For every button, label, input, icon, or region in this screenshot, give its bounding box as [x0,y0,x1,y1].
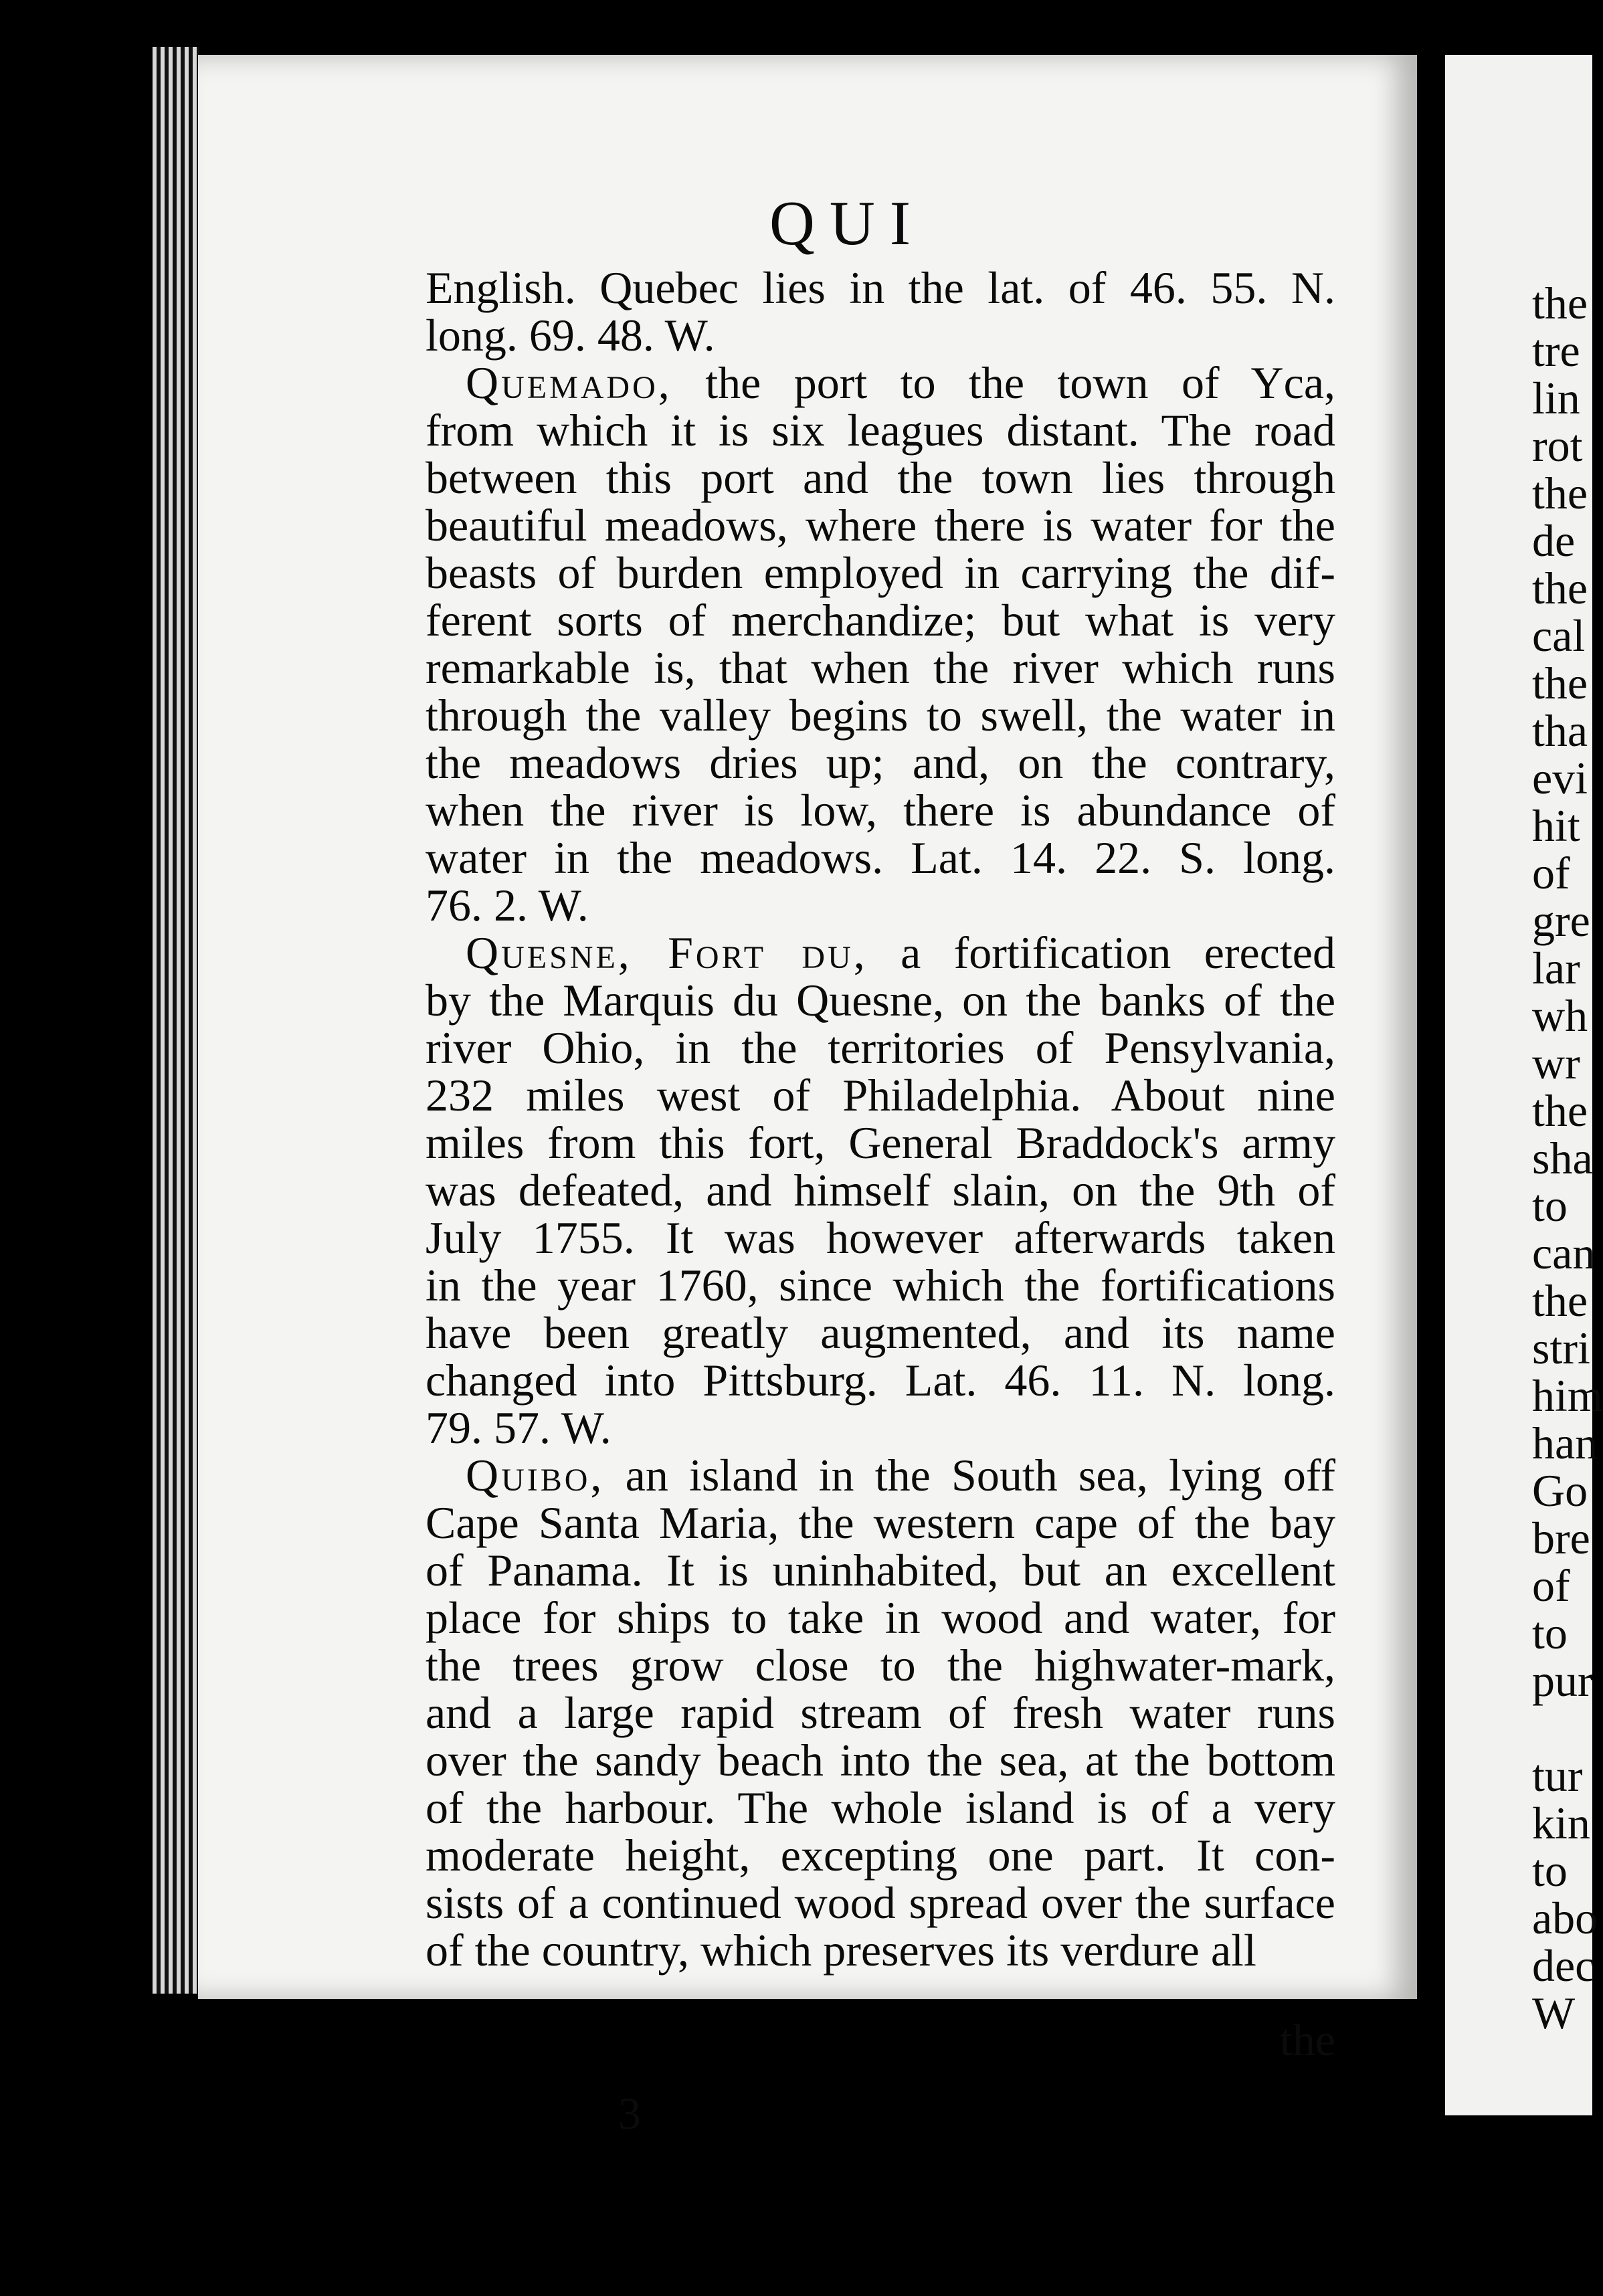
text-line [426,644,1335,692]
text-run: have been greatly augmented, and its name [426,1307,1335,1358]
right-page-fragment: the [1532,1275,1588,1326]
right-page-fragment: the [1532,658,1588,708]
right-page-fragment: tur [1532,1750,1583,1801]
text-line [426,502,1335,549]
text-line [426,1214,1335,1262]
text-line [426,1452,1335,1499]
text-line [426,264,1335,312]
text-line [426,977,1335,1024]
text-run: 232 miles west of Philadelphia. About nine [426,1070,1335,1121]
text-line [426,1309,1335,1357]
text-run: in the year 1760, since which the fortifications [426,1260,1335,1311]
text-line [426,1262,1335,1309]
text-run: the meadows dries up; and, on the contrary, [426,737,1335,788]
right-page-fragment: rot [1532,420,1583,471]
text-run: 79. 57. W. [426,1402,611,1453]
text-run: beasts of burden employed in carrying the dif- [426,547,1335,598]
right-page-fragment: gre [1532,895,1590,946]
text-line [426,407,1335,454]
text-line [426,597,1335,644]
text-run: over the sandy beach into the sea, at the bottom [426,1735,1335,1786]
text-line [426,1879,1335,1927]
text-run: 76. 2. W. [426,880,589,931]
text-line [426,1737,1335,1784]
text-run: of Panama. It is uninhabited, but an excellent [426,1545,1335,1596]
text-run: when the river is low, there is abundance of [426,785,1335,836]
entry-headword: Quibo, [466,1450,605,1501]
right-page-fragment: tha [1532,705,1588,756]
text-line [426,739,1335,787]
text-run: Cape Santa Maria, the western cape of the bay [426,1497,1335,1548]
text-line [426,1689,1335,1737]
text-run: and a large rapid stream of fresh water runs [426,1687,1335,1738]
right-page-fragment: to [1532,1608,1568,1658]
text-line [426,1499,1335,1547]
right-page-fragment: hit [1532,800,1580,851]
right-page-fragment: Go [1532,1465,1588,1516]
text-line [426,454,1335,502]
right-page-fragment: wr [1532,1038,1580,1088]
right-page-fragment: lar [1532,943,1580,993]
text-run: sists of a continued wood spread over the surface [426,1877,1335,1928]
text-line [426,1642,1335,1689]
right-page-fragment: of [1532,1560,1570,1611]
text-run: remarkable is, that when the river which runs [426,642,1335,693]
right-page-fragment: sha [1532,1133,1593,1183]
right-page-fragment: abo [1532,1893,1598,1943]
text-run: the port to the town of Yca, [672,357,1335,408]
right-page-text-fragments [1532,278,1603,2038]
text-run: July 1755. It was however afterwards taken [426,1212,1335,1263]
right-page-fragment: the [1532,563,1588,613]
text-run: ferent sorts of merchandize; but what is very [426,595,1335,646]
text-line [426,1119,1335,1167]
right-page-fragment: W [1532,1988,1576,2038]
text-run: an island in the South sea, lying off [604,1450,1335,1501]
text-run: place for ships to take in wood and water, for [426,1592,1335,1643]
catchword: the [1279,2014,1335,2065]
right-page-fragment: the [1532,278,1588,328]
entry-headword: Quesne, Fort du, [466,927,868,978]
right-page-fragment: han [1532,1418,1598,1468]
text-run: of the harbour. The whole island is of a very [426,1782,1335,1833]
text-run: a fortification erected [867,927,1335,978]
text-run: English. Quebec lies in the lat. of 46. 55. N. [426,262,1335,313]
text-run: long. 69. 48. W. [426,310,715,361]
right-page-fragment: to [1532,1180,1568,1231]
right-page-fragment: wh [1532,990,1588,1041]
text-run: the trees grow close to the highwater-mark, [426,1640,1335,1691]
text-line [426,929,1335,977]
running-head: QUI [769,189,926,258]
text-line [426,1927,1335,1974]
right-page-fragment: dec [1532,1940,1596,1991]
page-body-text [426,264,1335,1974]
text-line [426,1357,1335,1404]
text-run: miles from this fort, General Braddock's army [426,1117,1335,1168]
text-run: moderate height, excepting one part. It con- [426,1830,1335,1881]
text-line [426,1594,1335,1642]
right-page-fragment: the [1532,1085,1588,1136]
text-run: from which it is six leagues distant. The road [426,405,1335,456]
text-line [426,834,1335,882]
text-line [426,359,1335,407]
text-run: was defeated, and himself slain, on the 9th of [426,1165,1335,1216]
right-page-fragment: stri [1532,1323,1590,1373]
text-line [426,1832,1335,1879]
text-run: between this port and the town lies through [426,452,1335,503]
right-page-fragment [1532,1705,1592,1752]
right-page-fragment: bre [1532,1513,1590,1563]
entry-headword: Quemado, [466,357,672,408]
text-line [426,1167,1335,1214]
text-line [426,549,1335,597]
right-page-fragment: pur [1532,1655,1593,1706]
text-line [426,1404,1335,1452]
text-line [426,1547,1335,1594]
right-page-fragment: kin [1532,1798,1590,1848]
right-page-fragment: tre [1532,325,1580,376]
right-page-fragment: de [1532,515,1576,566]
right-page-fragment: the [1532,468,1588,518]
book-spine-edge [153,47,199,1994]
text-line [426,1072,1335,1119]
signature-mark: 3 [618,2088,641,2139]
right-page-fragment: him [1532,1370,1603,1421]
text-line [426,692,1335,739]
text-line [426,787,1335,834]
right-page-fragment: evi [1532,753,1588,803]
text-run: beautiful meadows, where there is water for the [426,500,1335,551]
right-page-fragment: of [1532,848,1570,898]
right-page-fragment: can [1532,1228,1596,1278]
text-run: water in the meadows. Lat. 14. 22. S. long. [426,832,1335,883]
text-line [426,1784,1335,1832]
text-run: of the country, which preserves its verdure all [426,1925,1256,1976]
text-line [426,312,1335,359]
text-run: river Ohio, in the territories of Pensylvania, [426,1022,1335,1073]
right-page-fragment: to [1532,1845,1568,1896]
text-line [426,1024,1335,1072]
right-page-fragment: lin [1532,373,1580,423]
text-run: through the valley begins to swell, the water in [426,690,1335,741]
text-line [426,882,1335,929]
text-run: changed into Pittsburg. Lat. 46. 11. N. long. [426,1355,1335,1406]
right-page-fragment: cal [1532,610,1586,661]
text-run: by the Marquis du Quesne, on the banks of the [426,975,1335,1026]
